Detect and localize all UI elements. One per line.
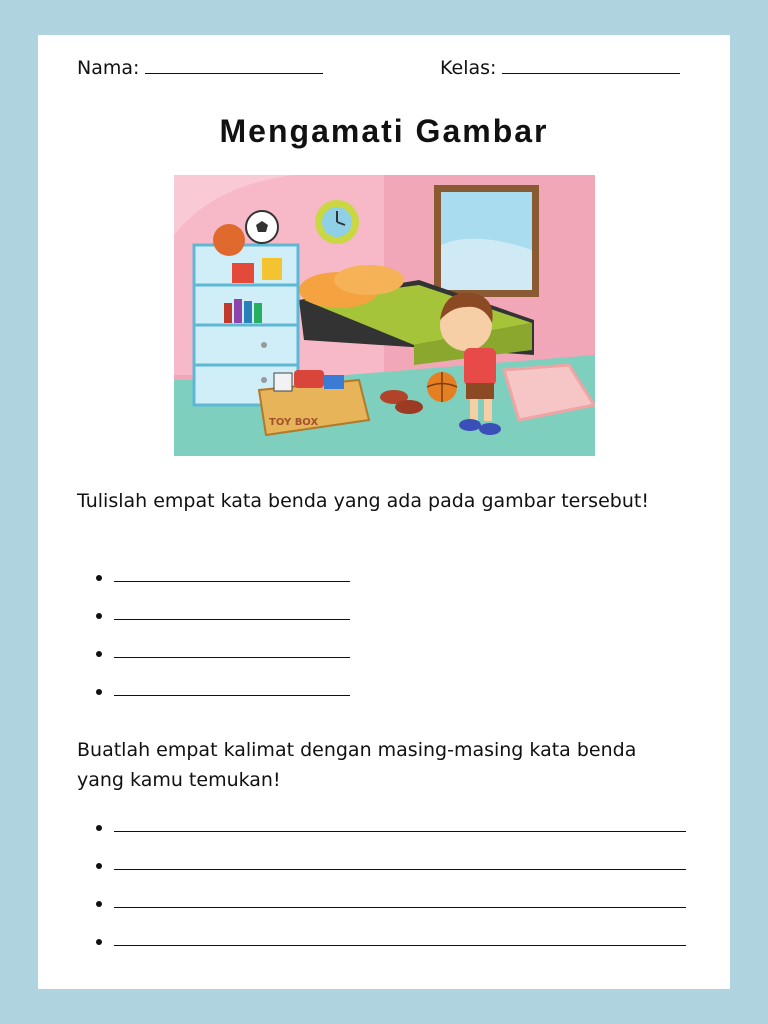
picture-frame	[232, 263, 254, 283]
question-2-prompt: Buatlah empat kalimat dengan masing-masing kata benda yang kamu temukan!	[77, 739, 637, 791]
bullet-icon	[96, 901, 102, 907]
page-title: Mengamati Gambar	[219, 113, 549, 149]
class-field[interactable]	[440, 57, 680, 79]
bullet-icon	[96, 939, 102, 945]
name-label: Nama:	[77, 57, 140, 79]
toy-box-label: TOY BOX	[269, 417, 319, 428]
name-field[interactable]	[77, 57, 323, 79]
bullet-icon	[96, 689, 102, 695]
bullet-icon	[96, 825, 102, 831]
name-blank[interactable]	[145, 71, 323, 74]
class-blank[interactable]	[502, 71, 680, 74]
class-label: Kelas:	[440, 57, 497, 79]
bedroom-illustration	[174, 175, 595, 456]
bullet-icon	[96, 863, 102, 869]
worksheet	[38, 35, 730, 989]
bullet-icon	[96, 575, 102, 581]
bullet-icon	[96, 613, 102, 619]
bullet-icon	[96, 651, 102, 657]
globe	[213, 224, 245, 256]
question-1-prompt: Tulislah empat kata benda yang ada pada gambar tersebut!	[77, 490, 649, 512]
